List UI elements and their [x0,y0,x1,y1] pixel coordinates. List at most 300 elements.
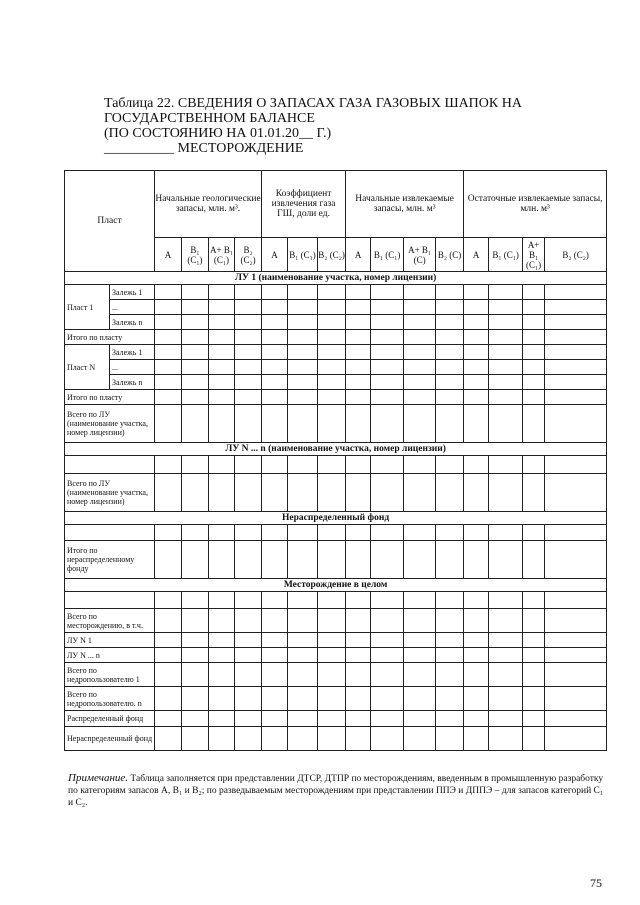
data-cell [155,609,182,633]
sub-a: А [155,238,182,272]
data-cell [523,375,545,390]
data-cell [262,592,288,609]
data-cell [436,285,464,300]
data-cell [346,609,371,633]
data-cell [288,525,318,541]
data-cell [235,592,262,609]
data-cell [371,300,404,315]
data-cell [404,300,436,315]
data-cell [371,711,404,727]
data-cell [182,541,209,579]
data-cell [318,375,346,390]
data-cell [155,663,182,687]
data-cell [489,315,523,330]
data-cell [209,663,235,687]
data-cell [318,648,346,663]
data-cell [209,474,235,512]
data-cell [288,474,318,512]
data-cell [288,315,318,330]
data-cell [209,390,235,405]
data-cell [262,525,288,541]
data-cell [346,663,371,687]
data-cell [464,648,489,663]
data-cell [155,687,182,711]
data-cell [404,405,436,443]
data-cell [545,345,607,360]
data-cell [371,648,404,663]
data-cell [262,330,288,345]
data-cell [489,285,523,300]
data-cell [288,390,318,405]
data-cell [155,285,182,300]
data-cell [436,330,464,345]
row-label-itogo-nerasp: Итого по нераспределенному фонду [65,541,155,579]
data-cell [235,405,262,443]
data-cell [346,727,371,751]
data-cell [371,456,404,474]
section-nerasp: Нераспределенный фонд [65,512,607,525]
data-cell [209,330,235,345]
row-label-vsego-mest: Всего по месторождению, в т.ч. [65,609,155,633]
data-cell [489,375,523,390]
data-cell [235,525,262,541]
data-cell [523,663,545,687]
data-cell [464,285,489,300]
data-cell [288,609,318,633]
data-cell [235,330,262,345]
data-cell [545,456,607,474]
data-cell [371,285,404,300]
data-cell [489,727,523,751]
row-label-lunn: ЛУ N ... n [65,648,155,663]
data-cell [404,541,436,579]
data-cell [318,541,346,579]
data-cell [404,687,436,711]
data-cell [182,300,209,315]
data-cell [262,609,288,633]
sub-b1c1: В₁ (С₁) [489,238,523,272]
data-cell [262,663,288,687]
data-cell [209,456,235,474]
data-cell [288,727,318,751]
data-cell [523,609,545,633]
section-lun: ЛУ N ... n (наименование участка, номер лицензии) [65,443,607,456]
row-label-plast1: Пласт 1 [65,285,110,330]
data-cell [523,592,545,609]
data-cell [209,360,235,375]
data-cell [523,633,545,648]
data-cell [436,456,464,474]
data-cell [262,648,288,663]
data-cell [371,474,404,512]
data-cell [182,345,209,360]
sub-b2c2: В₂ (С₂) [545,238,607,272]
data-cell [404,474,436,512]
data-cell [155,360,182,375]
data-cell [545,525,607,541]
data-cell [523,727,545,751]
data-cell [346,648,371,663]
data-cell [436,633,464,648]
data-cell [404,390,436,405]
data-cell [182,474,209,512]
data-cell [371,592,404,609]
data-cell [489,711,523,727]
data-cell [489,456,523,474]
header-geo-reserves: Начальные геологические запасы, млн. м³. [155,171,262,238]
data-cell [262,727,288,751]
data-cell [371,330,404,345]
data-cell [209,300,235,315]
data-cell [545,687,607,711]
row-label-vsego-nedro1: Всего по недропользователю 1 [65,663,155,687]
data-cell [346,375,371,390]
data-cell [209,687,235,711]
data-cell [155,300,182,315]
data-cell [235,375,262,390]
data-cell [371,727,404,751]
data-cell [288,405,318,443]
data-cell [346,330,371,345]
data-cell [404,456,436,474]
data-cell [436,474,464,512]
data-cell [346,300,371,315]
data-cell [523,687,545,711]
data-cell [155,541,182,579]
data-cell [346,360,371,375]
data-cell [464,541,489,579]
data-cell [262,390,288,405]
data-cell [436,648,464,663]
data-cell [464,474,489,512]
data-cell [545,375,607,390]
data-cell [436,390,464,405]
data-cell [346,390,371,405]
data-cell [235,663,262,687]
sub-b2c2: В₂ (С₂) [235,238,262,272]
data-cell [318,405,346,443]
data-cell [288,711,318,727]
data-cell [545,663,607,687]
data-cell [489,390,523,405]
data-cell [523,315,545,330]
data-cell [523,405,545,443]
sub-ab1c1-stack: А+ В₁ (С₁) [523,238,545,272]
data-cell [404,345,436,360]
data-cell [371,609,404,633]
sub-ab1c: А+ В₁ (С) [404,238,436,272]
data-cell [262,300,288,315]
data-cell [318,727,346,751]
data-cell [155,375,182,390]
data-cell [155,633,182,648]
data-cell [523,474,545,512]
data-cell [209,315,235,330]
data-cell [464,663,489,687]
row-label-vsego-lu: Всего по ЛУ (наименование участка, номер лицензии) [65,405,155,443]
data-cell [523,390,545,405]
data-cell [182,633,209,648]
data-cell [262,315,288,330]
data-cell [235,648,262,663]
data-cell [489,541,523,579]
row-label-zalezhn: Залежь n [110,375,155,390]
data-cell [235,456,262,474]
data-cell [489,609,523,633]
data-cell [404,315,436,330]
title-line-1: Таблица 22. СВЕДЕНИЯ О ЗАПАСАХ ГАЗА ГАЗОВЫХ ШАПОК НА [104,96,522,111]
data-cell [371,315,404,330]
data-cell [209,345,235,360]
row-label-zalezh1: Залежь 1 [110,345,155,360]
data-cell [235,390,262,405]
data-cell [371,360,404,375]
data-cell [545,633,607,648]
data-cell [436,663,464,687]
data-cell [288,330,318,345]
data-cell [155,330,182,345]
data-cell [182,525,209,541]
data-cell [545,474,607,512]
data-cell [182,360,209,375]
data-cell [464,375,489,390]
data-cell [288,345,318,360]
note-text: Таблица заполняется при представлении ДТСР, ДТПР по месторождениям, введенным в промышленную разработку по категориям запасов А, В₁ и В₂; по разведываемым месторождениям при представлении ППЭ и ДППЭ – для запасов категорий С₁ и С₂. [68,774,604,808]
data-cell [235,474,262,512]
data-cell [523,285,545,300]
data-cell [404,360,436,375]
data-cell [545,592,607,609]
data-cell [155,727,182,751]
data-cell [182,405,209,443]
data-cell [404,711,436,727]
data-cell [489,592,523,609]
data-cell [182,663,209,687]
data-cell [545,360,607,375]
data-cell [262,375,288,390]
data-cell [489,345,523,360]
data-cell [209,727,235,751]
data-cell [235,315,262,330]
sub-b1c1: В₁ (С₁) [288,238,318,272]
footnote [68,772,608,809]
data-cell [209,525,235,541]
data-cell [436,360,464,375]
data-cell [545,390,607,405]
row-label-dots: ... [110,360,155,375]
data-cell [464,592,489,609]
data-cell [464,315,489,330]
data-cell [436,609,464,633]
data-cell [262,474,288,512]
data-cell [182,648,209,663]
data-cell [235,727,262,751]
data-cell [209,375,235,390]
row-label-zalezh1: Залежь 1 [110,285,155,300]
data-cell [288,541,318,579]
data-cell [436,345,464,360]
data-cell [489,633,523,648]
section-lu1: ЛУ 1 (наименование участка, номер лицензии) [65,272,607,285]
data-cell [262,687,288,711]
data-cell [545,405,607,443]
data-cell [371,345,404,360]
row-label-dots: ... [110,300,155,315]
data-cell [318,390,346,405]
sub-ab1c1: А+ В₁ (С₁) [209,238,235,272]
row-label-lun1: ЛУ N 1 [65,633,155,648]
data-cell [436,300,464,315]
row-label-itogo-plast: Итого по пласту [65,330,155,345]
data-cell [288,648,318,663]
data-cell [346,405,371,443]
data-cell [262,360,288,375]
data-cell [436,525,464,541]
data-cell [523,360,545,375]
data-cell [404,633,436,648]
data-cell [489,405,523,443]
data-cell [288,456,318,474]
data-cell [464,711,489,727]
row-label-vsego-nedron: Всего по недропользователю. n [65,687,155,711]
data-cell [464,360,489,375]
data-cell [346,633,371,648]
data-cell [464,405,489,443]
data-cell [464,609,489,633]
data-cell [182,609,209,633]
data-cell [318,285,346,300]
sub-a: А [262,238,288,272]
row-label-nerasp-fond: Нераспределенный фонд [65,727,155,751]
data-cell [209,405,235,443]
data-cell [523,525,545,541]
data-cell [371,405,404,443]
data-cell [262,405,288,443]
sub-a: А [346,238,371,272]
data-cell [371,541,404,579]
data-cell [182,375,209,390]
data-cell [209,633,235,648]
data-cell [155,648,182,663]
data-cell [235,300,262,315]
data-cell [404,727,436,751]
data-cell [489,330,523,345]
data-cell [235,345,262,360]
data-cell [489,525,523,541]
data-cell [182,592,209,609]
data-cell [436,541,464,579]
data-cell [155,315,182,330]
sub-b2c: В₂ (С) [436,238,464,272]
data-cell [371,375,404,390]
sub-a: А [464,238,489,272]
data-cell [235,687,262,711]
data-cell [489,687,523,711]
data-cell [404,285,436,300]
data-cell [209,541,235,579]
data-cell [346,541,371,579]
data-cell [464,390,489,405]
data-cell [346,525,371,541]
data-cell [464,345,489,360]
data-cell [346,315,371,330]
data-cell [155,345,182,360]
data-cell [346,687,371,711]
data-cell [346,456,371,474]
data-cell [288,300,318,315]
header-extraction-coef: Коэффициент извлечения газа ГШ, доли ед. [262,171,346,238]
header-residual-recoverable: Остаточные извлекаемые запасы, млн. м³ [464,171,607,238]
data-cell [318,456,346,474]
data-cell [318,663,346,687]
data-cell [155,390,182,405]
data-cell [346,592,371,609]
data-cell [318,315,346,330]
data-cell [545,315,607,330]
data-cell [346,285,371,300]
title-line-2: ГОСУДАРСТВЕННОМ БАЛАНСЕ [104,111,315,126]
data-cell [318,711,346,727]
data-cell [464,633,489,648]
data-cell [489,300,523,315]
data-cell [209,711,235,727]
data-cell [182,315,209,330]
data-cell [318,345,346,360]
data-cell [464,330,489,345]
data-cell [404,663,436,687]
data-cell [209,609,235,633]
data-cell [436,405,464,443]
data-cell [318,300,346,315]
data-cell [489,360,523,375]
data-cell [545,285,607,300]
data-cell [262,541,288,579]
data-cell [318,687,346,711]
data-cell [318,592,346,609]
row-label-zalezhn: Залежь n [110,315,155,330]
note-label: Примечание. [68,772,129,784]
data-cell [235,711,262,727]
data-cell [182,390,209,405]
data-cell [155,456,182,474]
data-cell [464,687,489,711]
data-cell [262,345,288,360]
data-cell [404,609,436,633]
page-number: 75 [590,876,602,890]
data-cell [155,525,182,541]
row-label-rasp-fond: Распределенный фонд [65,711,155,727]
data-cell [436,315,464,330]
data-cell [404,648,436,663]
data-cell [182,330,209,345]
data-cell [346,474,371,512]
data-cell [436,687,464,711]
data-cell [155,405,182,443]
sub-b2c2: В₂ (С₂) [318,238,346,272]
data-cell [464,456,489,474]
data-cell [155,474,182,512]
data-cell [318,360,346,375]
data-cell [209,648,235,663]
data-cell [235,609,262,633]
data-cell [404,592,436,609]
data-cell [545,609,607,633]
data-cell [545,648,607,663]
data-cell [523,541,545,579]
data-cell [464,525,489,541]
data-cell [209,592,235,609]
row-label-vsego-lu: Всего по ЛУ (наименование участка, номер лицензии) [65,474,155,512]
